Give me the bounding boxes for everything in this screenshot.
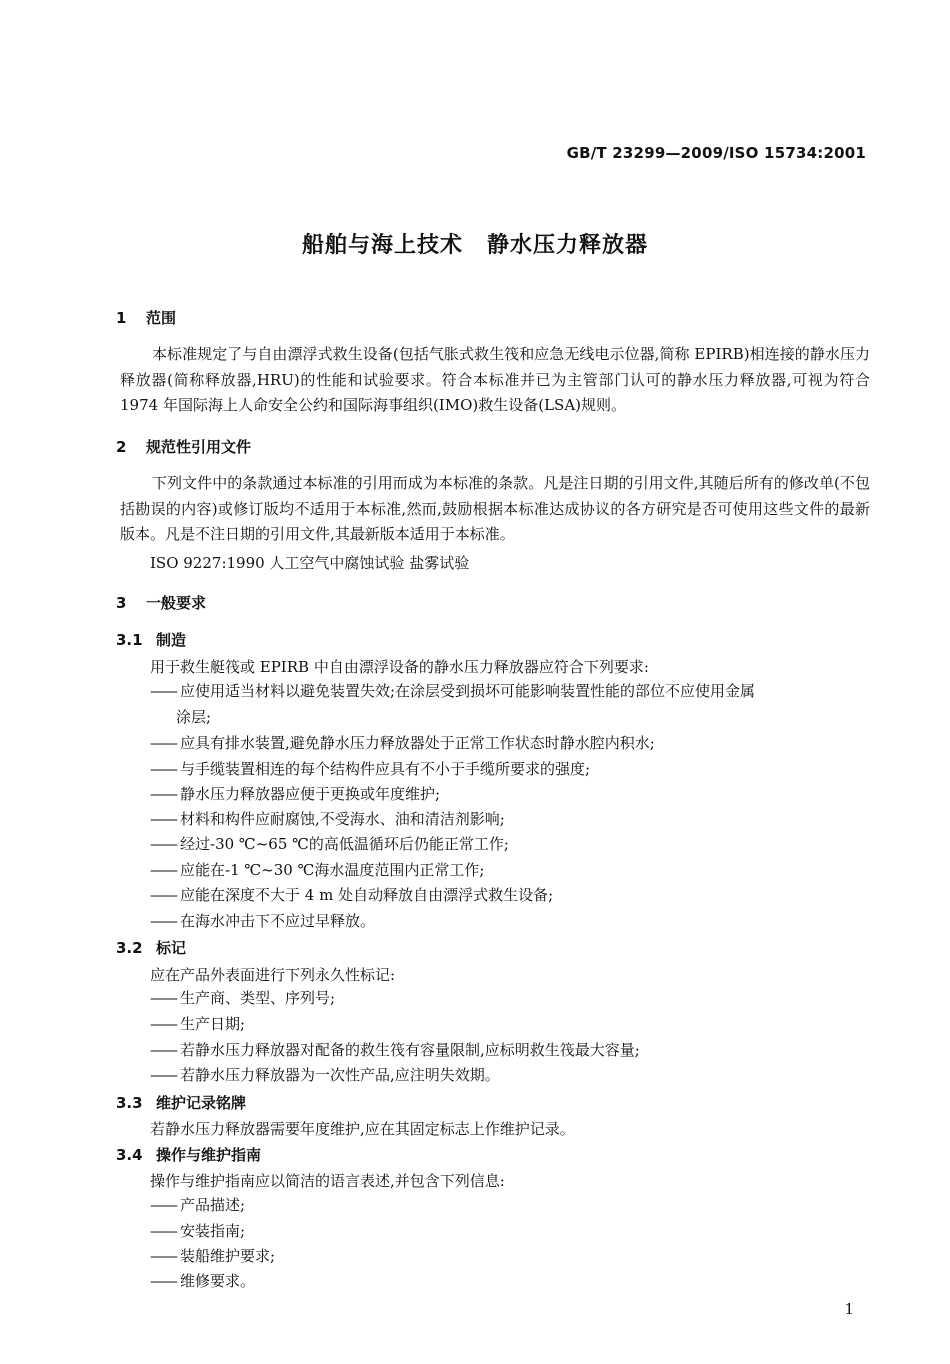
list-item: —— 装船维护要求; xyxy=(150,1247,276,1265)
section-2-heading xyxy=(116,436,251,457)
section-number: 2 xyxy=(116,438,127,456)
subsection-title: 操作与维护指南 xyxy=(156,1146,262,1164)
list-item: —— 若静水压力释放器为一次性产品,应注明失效期。 xyxy=(150,1066,500,1084)
list-item: —— 静水压力释放器应便于更换或年度维护; xyxy=(150,785,441,803)
section-1-paragraph: 本标准规定了与自由漂浮式救生设备(包括气胀式救生筏和应急无线电示位器,简称 EPIRB)相连接的静水压力释放器(简称释放器,HRU)的性能和试验要求。符合本标准并已为主管部门认可的静水压力释放器,可视为符合 1974 年国际海上人命安全公约和国际海事组织(IMO)救生设备(LSA)规则。 xyxy=(120,345,870,414)
section-title: 规范性引用文件 xyxy=(146,438,252,456)
section-2-paragraph: 下列文件中的条款通过本标准的引用而成为本标准的条款。凡是注日期的引用文件,其随后所有的修改单(不包括勘误的内容)或修订版均不适用于本标准,然而,鼓励根据本标准达成协议的各方研究是否可使用这些文件的最新版本。凡是不注日期的引用文件,其最新版本适用于本标准。 xyxy=(120,474,870,543)
list-item: —— 生产日期; xyxy=(150,1015,246,1033)
subsection-3-3-heading xyxy=(116,1092,246,1113)
standard-code: GB/T 23299—2009/ISO 15734:2001 xyxy=(566,144,866,162)
list-item-continuation: 涂层; xyxy=(176,708,212,726)
list-item: —— 安装指南; xyxy=(150,1222,246,1240)
normative-reference: ISO 9227:1990 人工空气中腐蚀试验 盐雾试验 xyxy=(150,554,470,572)
list-item: —— 材料和构件应耐腐蚀,不受海水、油和清洁剂影响; xyxy=(150,810,505,828)
subsection-title: 制造 xyxy=(156,631,187,649)
subsection-title: 维护记录铭牌 xyxy=(156,1094,247,1112)
section-title: 一般要求 xyxy=(146,594,207,612)
list-item: —— 经过-30 ℃~65 ℃的高低温循环后仍能正常工作; xyxy=(150,835,509,853)
subsection-3-1-intro: 用于救生艇筏或 EPIRB 中自由漂浮设备的静水压力释放器应符合下列要求: xyxy=(150,658,649,676)
section-title: 范围 xyxy=(146,309,177,327)
subsection-3-1-heading xyxy=(116,629,186,650)
list-item: —— 维修要求。 xyxy=(150,1272,256,1290)
subsection-title: 标记 xyxy=(156,939,187,957)
subsection-3-2-heading xyxy=(116,937,186,958)
subsection-number: 3.3 xyxy=(116,1094,143,1112)
subsection-number: 3.1 xyxy=(116,631,143,649)
page-number: 1 xyxy=(844,1300,854,1318)
subsection-3-4-intro: 操作与维护指南应以简洁的语言表述,并包含下列信息: xyxy=(150,1172,505,1190)
subsection-3-3-text: 若静水压力释放器需要年度维护,应在其固定标志上作维护记录。 xyxy=(150,1120,575,1138)
section-3-heading xyxy=(116,592,206,613)
list-item: —— 在海水冲击下不应过早释放。 xyxy=(150,912,376,930)
list-item: —— 产品描述; xyxy=(150,1196,246,1214)
subsection-3-2-intro: 应在产品外表面进行下列永久性标记: xyxy=(150,966,396,984)
list-item: —— 应能在-1 ℃~30 ℃海水温度范围内正常工作; xyxy=(150,861,485,879)
list-item: —— 与手缆装置相连的每个结构件应具有不小于手缆所要求的强度; xyxy=(150,760,591,778)
list-item: —— 应能在深度不大于 4 m 处自动释放自由漂浮式救生设备; xyxy=(150,886,554,904)
subsection-number: 3.2 xyxy=(116,939,143,957)
section-1-heading xyxy=(116,307,176,328)
title-part-1: 船舶与海上技术 xyxy=(301,233,463,258)
title-part-2: 静水压力释放器 xyxy=(487,233,649,258)
list-item: —— 应使用适当材料以避免装置失效;在涂层受到损坏可能影响装置性能的部位不应使用金属 涂层; xyxy=(150,678,870,730)
section-number: 3 xyxy=(116,594,127,612)
section-number: 1 xyxy=(116,309,127,327)
list-item: —— 应具有排水装置,避免静水压力释放器处于正常工作状态时静水腔内积水; xyxy=(150,734,655,752)
subsection-3-4-heading xyxy=(116,1144,261,1165)
subsection-number: 3.4 xyxy=(116,1146,143,1164)
document-title xyxy=(0,228,950,259)
list-item: —— 若静水压力释放器对配备的救生筏有容量限制,应标明救生筏最大容量; xyxy=(150,1041,640,1059)
list-item: —— 生产商、类型、序列号; xyxy=(150,989,336,1007)
